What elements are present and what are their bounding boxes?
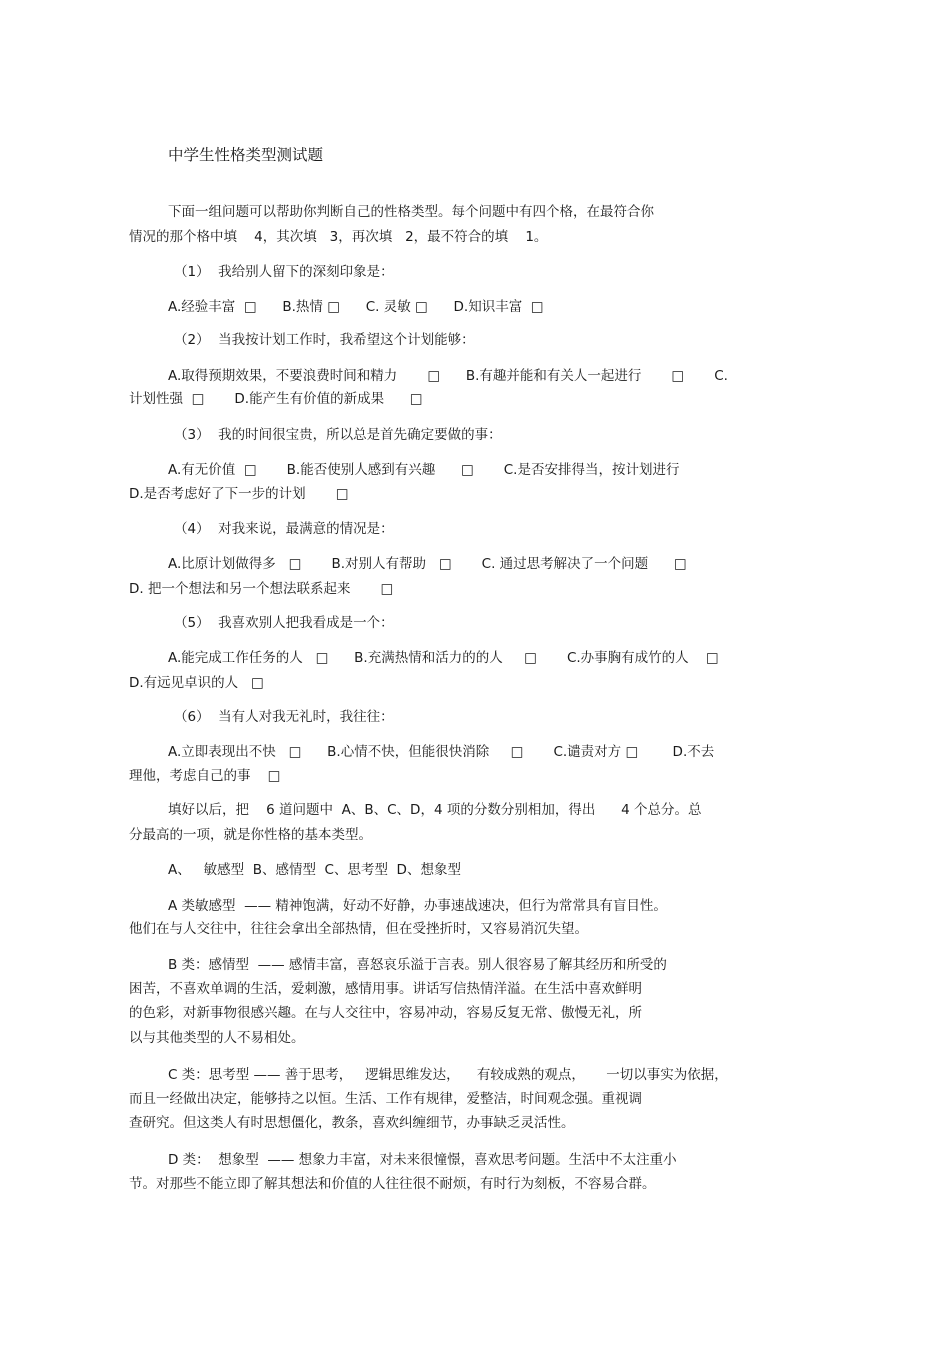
- type-description: 节。对那些不能立即了解其想法和价值的人往往很不耐烦，有时行为刻板，不容易合群。: [129, 1176, 656, 1192]
- type-description: 而且一经做出决定，能够持之以恒。生活、工作有规律，爱整洁，时间观念强。重视调: [129, 1091, 642, 1107]
- scoring-line: 填好以后，把 6 道问题中 A、B、C、D，4 项的分数分别相加，得出 4 个总分。总: [168, 802, 702, 818]
- type-description: C 类：思考型 —— 善于思考， 逻辑思维发达， 有较成熟的观点， 一切以事实为依据，: [168, 1067, 728, 1083]
- question-prompt: （2） 当我按计划工作时，我希望这个计划能够：: [174, 332, 475, 348]
- question-options: A.立即表现出不快 □ B.心情不快，但能很快消除 □ C.谴责对方 □ D.不去: [168, 744, 715, 760]
- type-description: A 类敏感型 —— 精神饱满，好动不好静，办事速战速决，但行为常常具有盲目性。: [168, 898, 667, 914]
- type-description: 困苦，不喜欢单调的生活，爱刺激，感情用事。讲话写信热情洋溢。在生活中喜欢鲜明: [129, 981, 642, 997]
- intro-line: 情况的那个格中填 4，其次填 3，再次填 2，最不符合的填 1。: [129, 229, 548, 245]
- question-prompt: （5） 我喜欢别人把我看成是一个：: [174, 615, 394, 631]
- intro-line: 下面一组问题可以帮助你判断自己的性格类型。每个问题中有四个格，在最符合你: [168, 204, 654, 220]
- question-options: A.比原计划做得多 □ B.对别人有帮助 □ C. 通过思考解决了一个问题 □: [168, 556, 687, 572]
- type-description: 查研究。但这类人有时思想僵化，教条，喜欢纠缠细节，办事缺乏灵活性。: [129, 1115, 575, 1131]
- type-description: 的色彩，对新事物很感兴趣。在与人交往中，容易冲动，容易反复无常、傲慢无礼，所: [129, 1005, 642, 1021]
- question-prompt: （4） 对我来说，最满意的情况是：: [174, 521, 394, 537]
- question-prompt: （6） 当有人对我无礼时，我往往：: [174, 709, 394, 725]
- question-prompt: （1） 我给别人留下的深刻印象是：: [174, 264, 394, 280]
- question-options: D. 把一个想法和另一个想法联系起来 □: [129, 581, 394, 597]
- question-options: A.取得预期效果，不要浪费时间和精力 □ B.有趣并能和有关人一起进行 □ C.: [168, 368, 728, 384]
- question-options: D.是否考虑好了下一步的计划 □: [129, 486, 349, 502]
- question-options: A.经验丰富 □ B.热情 □ C. 灵敏 □ D.知识丰富 □: [168, 299, 544, 315]
- question-options: A.能完成工作任务的人 □ B.充满热情和活力的的人 □ C.办事胸有成竹的人 □: [168, 650, 719, 666]
- type-description: 他们在与人交往中，往往会拿出全部热情，但在受挫折时，又容易消沉失望。: [129, 921, 588, 937]
- type-description: D 类： 想象型 —— 想象力丰富，对未来很憧憬，喜欢思考问题。生活中不太注重小: [168, 1152, 677, 1168]
- scoring-line: 分最高的一项，就是你性格的基本类型。: [129, 827, 372, 843]
- type-description: B 类：感情型 —— 感情丰富，喜怒哀乐溢于言表。别人很容易了解其经历和所受的: [168, 957, 667, 973]
- question-prompt: （3） 我的时间很宝贵，所以总是首先确定要做的事：: [174, 427, 502, 443]
- page-title: 中学生性格类型测试题: [168, 146, 324, 164]
- question-options: 理他，考虑自己的事 □: [129, 768, 281, 784]
- question-options: D.有远见卓识的人 □: [129, 675, 264, 691]
- type-description: 以与其他类型的人不易相处。: [129, 1030, 305, 1046]
- types-list: A、 敏感型 B、感情型 C、思考型 D、想象型: [168, 862, 461, 878]
- question-options: 计划性强 □ D.能产生有价值的新成果 □: [129, 391, 423, 407]
- question-options: A.有无价值 □ B.能否使别人感到有兴趣 □ C.是否安排得当，按计划进行: [168, 462, 680, 478]
